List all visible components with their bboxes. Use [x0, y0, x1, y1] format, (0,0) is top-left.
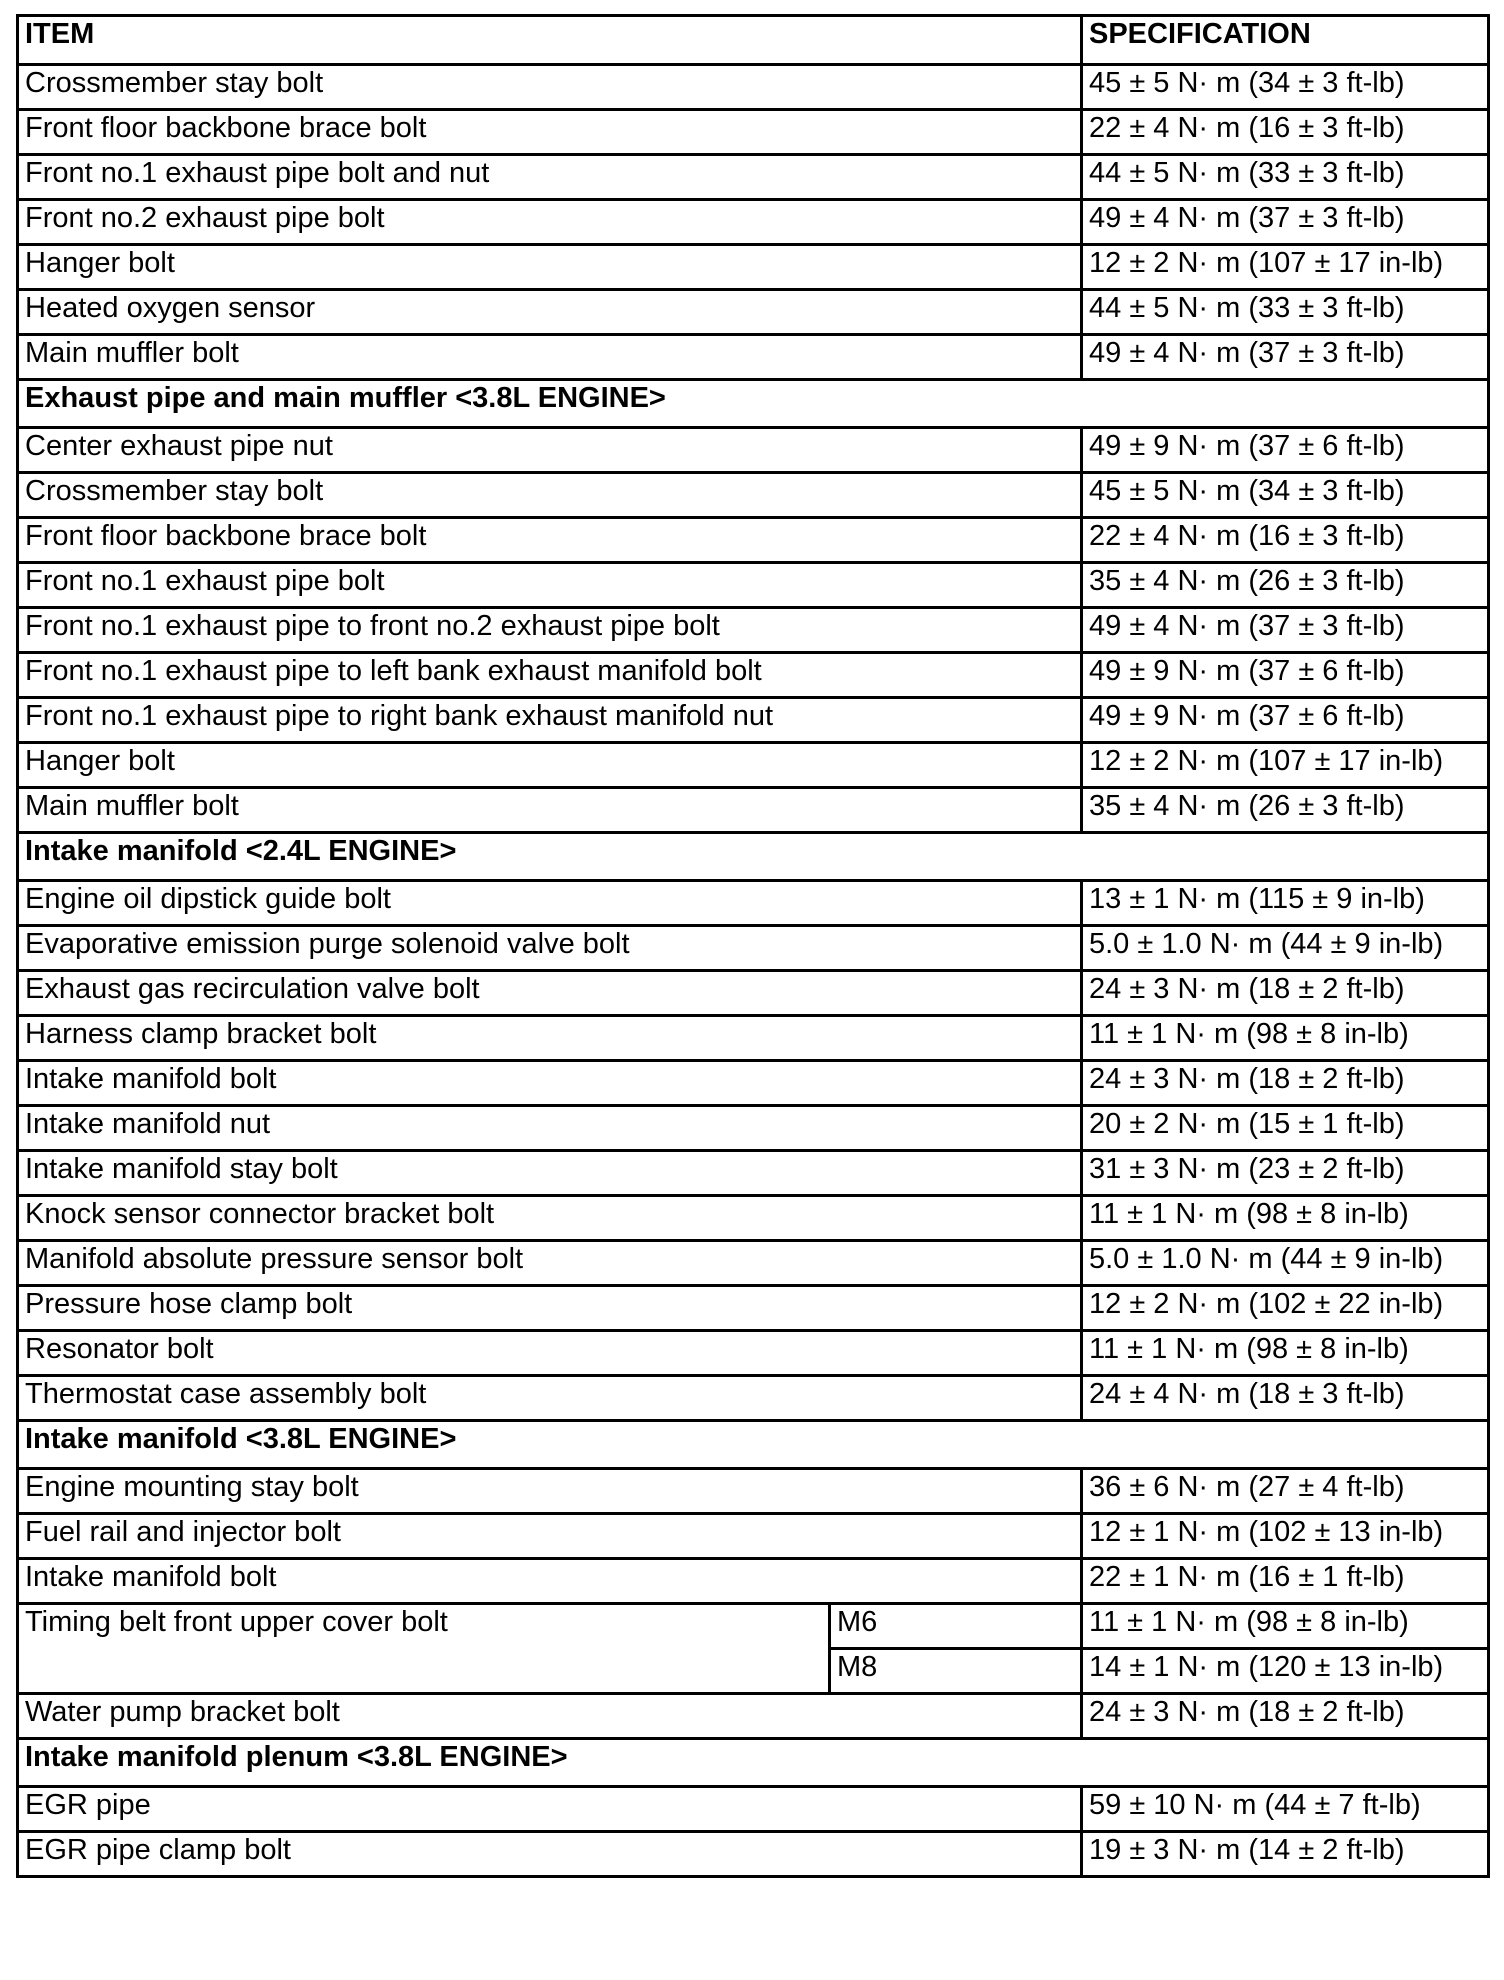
table-row [18, 1196, 1489, 1241]
section-header-row [18, 380, 1489, 428]
torque-spec-table [16, 14, 1490, 1878]
table-row [18, 563, 1489, 608]
table-row [18, 155, 1489, 200]
item-cell: Main muffler bolt [18, 335, 1082, 380]
spec-cell: 19 ± 3 N· m (14 ± 2 ft-lb) [1082, 1832, 1489, 1877]
table-row [18, 743, 1489, 788]
table-row [18, 971, 1489, 1016]
spec-cell: 36 ± 6 N· m (27 ± 4 ft-lb) [1082, 1469, 1489, 1514]
spec-cell: 22 ± 1 N· m (16 ± 1 ft-lb) [1082, 1559, 1489, 1604]
spec-cell: 11 ± 1 N· m (98 ± 8 in-lb) [1082, 1016, 1489, 1061]
spec-cell: 49 ± 4 N· m (37 ± 3 ft-lb) [1082, 335, 1489, 380]
table-row [18, 1286, 1489, 1331]
section-header-row [18, 1739, 1489, 1787]
item-column-header: ITEM [18, 16, 1082, 65]
table-header-row [18, 16, 1489, 65]
spec-cell: 45 ± 5 N· m (34 ± 3 ft-lb) [1082, 473, 1489, 518]
spec-cell: 24 ± 3 N· m (18 ± 2 ft-lb) [1082, 1061, 1489, 1106]
section-header-row [18, 833, 1489, 881]
item-cell: Front floor backbone brace bolt [18, 110, 1082, 155]
item-cell: Resonator bolt [18, 1331, 1082, 1376]
item-cell: Exhaust gas recirculation valve bolt [18, 971, 1082, 1016]
spec-cell: 44 ± 5 N· m (33 ± 3 ft-lb) [1082, 290, 1489, 335]
section-title: Exhaust pipe and main muffler <3.8L ENGINE> [18, 380, 1489, 428]
item-cell: Intake manifold bolt [18, 1061, 1082, 1106]
table-row [18, 1016, 1489, 1061]
table-row [18, 1151, 1489, 1196]
item-cell: Water pump bracket bolt [18, 1694, 1082, 1739]
item-cell: Front no.1 exhaust pipe to left bank exhaust manifold bolt [18, 653, 1082, 698]
table-row [18, 881, 1489, 926]
spec-cell: 12 ± 2 N· m (107 ± 17 in-lb) [1082, 245, 1489, 290]
spec-cell: 49 ± 4 N· m (37 ± 3 ft-lb) [1082, 608, 1489, 653]
spec-cell: 24 ± 4 N· m (18 ± 3 ft-lb) [1082, 1376, 1489, 1421]
item-cell: Intake manifold stay bolt [18, 1151, 1082, 1196]
spec-cell: 22 ± 4 N· m (16 ± 3 ft-lb) [1082, 110, 1489, 155]
table-row [18, 473, 1489, 518]
table-row [18, 110, 1489, 155]
item-cell: Center exhaust pipe nut [18, 428, 1082, 473]
table-row [18, 335, 1489, 380]
spec-cell: 59 ± 10 N· m (44 ± 7 ft-lb) [1082, 1787, 1489, 1832]
spec-cell: 49 ± 4 N· m (37 ± 3 ft-lb) [1082, 200, 1489, 245]
table-row [18, 1376, 1489, 1421]
bolt-size-cell: M6 [830, 1604, 1082, 1649]
table-row [18, 1694, 1489, 1739]
spec-cell: 45 ± 5 N· m (34 ± 3 ft-lb) [1082, 65, 1489, 110]
spec-cell: 12 ± 2 N· m (102 ± 22 in-lb) [1082, 1286, 1489, 1331]
table-row [18, 428, 1489, 473]
item-cell: Knock sensor connector bracket bolt [18, 1196, 1082, 1241]
table-row [18, 200, 1489, 245]
spec-cell: 11 ± 1 N· m (98 ± 8 in-lb) [1082, 1331, 1489, 1376]
item-cell: Manifold absolute pressure sensor bolt [18, 1241, 1082, 1286]
item-cell: Engine mounting stay bolt [18, 1469, 1082, 1514]
item-cell: Front floor backbone brace bolt [18, 518, 1082, 563]
table-row [18, 653, 1489, 698]
spec-cell: 49 ± 9 N· m (37 ± 6 ft-lb) [1082, 428, 1489, 473]
item-cell: Front no.1 exhaust pipe bolt and nut [18, 155, 1082, 200]
item-cell: Front no.2 exhaust pipe bolt [18, 200, 1082, 245]
bolt-size-cell: M8 [830, 1649, 1082, 1694]
spec-cell: 24 ± 3 N· m (18 ± 2 ft-lb) [1082, 971, 1489, 1016]
spec-cell: 49 ± 9 N· m (37 ± 6 ft-lb) [1082, 698, 1489, 743]
spec-cell: 44 ± 5 N· m (33 ± 3 ft-lb) [1082, 155, 1489, 200]
spec-cell: 12 ± 2 N· m (107 ± 17 in-lb) [1082, 743, 1489, 788]
table-row [18, 1469, 1489, 1514]
table-row [18, 290, 1489, 335]
item-cell: Evaporative emission purge solenoid valve bolt [18, 926, 1082, 971]
section-title: Intake manifold <3.8L ENGINE> [18, 1421, 1489, 1469]
table-row [18, 1106, 1489, 1151]
spec-cell: 24 ± 3 N· m (18 ± 2 ft-lb) [1082, 1694, 1489, 1739]
table-row [18, 1787, 1489, 1832]
item-cell: Thermostat case assembly bolt [18, 1376, 1082, 1421]
item-cell: Front no.1 exhaust pipe to front no.2 exhaust pipe bolt [18, 608, 1082, 653]
item-cell: Heated oxygen sensor [18, 290, 1082, 335]
section-header-row [18, 1421, 1489, 1469]
table-row [18, 788, 1489, 833]
spec-cell: 13 ± 1 N· m (115 ± 9 in-lb) [1082, 881, 1489, 926]
spec-cell: 12 ± 1 N· m (102 ± 13 in-lb) [1082, 1514, 1489, 1559]
item-cell: Fuel rail and injector bolt [18, 1514, 1082, 1559]
table-row [18, 926, 1489, 971]
item-cell: Front no.1 exhaust pipe to right bank exhaust manifold nut [18, 698, 1082, 743]
item-cell: EGR pipe [18, 1787, 1082, 1832]
item-cell: Intake manifold nut [18, 1106, 1082, 1151]
spec-cell: 11 ± 1 N· m (98 ± 8 in-lb) [1082, 1604, 1489, 1649]
spec-cell: 35 ± 4 N· m (26 ± 3 ft-lb) [1082, 563, 1489, 608]
table-row [18, 1061, 1489, 1106]
item-cell: Hanger bolt [18, 743, 1082, 788]
spec-cell: 35 ± 4 N· m (26 ± 3 ft-lb) [1082, 788, 1489, 833]
spec-cell: 11 ± 1 N· m (98 ± 8 in-lb) [1082, 1196, 1489, 1241]
section-title: Intake manifold plenum <3.8L ENGINE> [18, 1739, 1489, 1787]
table-row [18, 608, 1489, 653]
item-cell: Engine oil dipstick guide bolt [18, 881, 1082, 926]
specification-column-header: SPECIFICATION [1082, 16, 1489, 65]
table-row [18, 65, 1489, 110]
table-row [18, 1604, 1489, 1649]
section-title: Intake manifold <2.4L ENGINE> [18, 833, 1489, 881]
spec-table-body [18, 16, 1489, 1877]
table-row [18, 1241, 1489, 1286]
table-row [18, 245, 1489, 290]
spec-cell: 49 ± 9 N· m (37 ± 6 ft-lb) [1082, 653, 1489, 698]
table-row [18, 1832, 1489, 1877]
spec-cell: 20 ± 2 N· m (15 ± 1 ft-lb) [1082, 1106, 1489, 1151]
table-row [18, 518, 1489, 563]
item-cell: Front no.1 exhaust pipe bolt [18, 563, 1082, 608]
table-row [18, 1514, 1489, 1559]
item-cell: EGR pipe clamp bolt [18, 1832, 1082, 1877]
item-cell: Pressure hose clamp bolt [18, 1286, 1082, 1331]
item-cell: Crossmember stay bolt [18, 65, 1082, 110]
item-cell: Timing belt front upper cover bolt [18, 1604, 830, 1694]
item-cell: Intake manifold bolt [18, 1559, 1082, 1604]
spec-cell: 5.0 ± 1.0 N· m (44 ± 9 in-lb) [1082, 1241, 1489, 1286]
spec-cell: 22 ± 4 N· m (16 ± 3 ft-lb) [1082, 518, 1489, 563]
item-cell: Crossmember stay bolt [18, 473, 1082, 518]
table-row [18, 1559, 1489, 1604]
item-cell: Hanger bolt [18, 245, 1082, 290]
table-row [18, 698, 1489, 743]
table-row [18, 1331, 1489, 1376]
spec-cell: 31 ± 3 N· m (23 ± 2 ft-lb) [1082, 1151, 1489, 1196]
spec-cell: 5.0 ± 1.0 N· m (44 ± 9 in-lb) [1082, 926, 1489, 971]
spec-cell: 14 ± 1 N· m (120 ± 13 in-lb) [1082, 1649, 1489, 1694]
item-cell: Harness clamp bracket bolt [18, 1016, 1082, 1061]
item-cell: Main muffler bolt [18, 788, 1082, 833]
